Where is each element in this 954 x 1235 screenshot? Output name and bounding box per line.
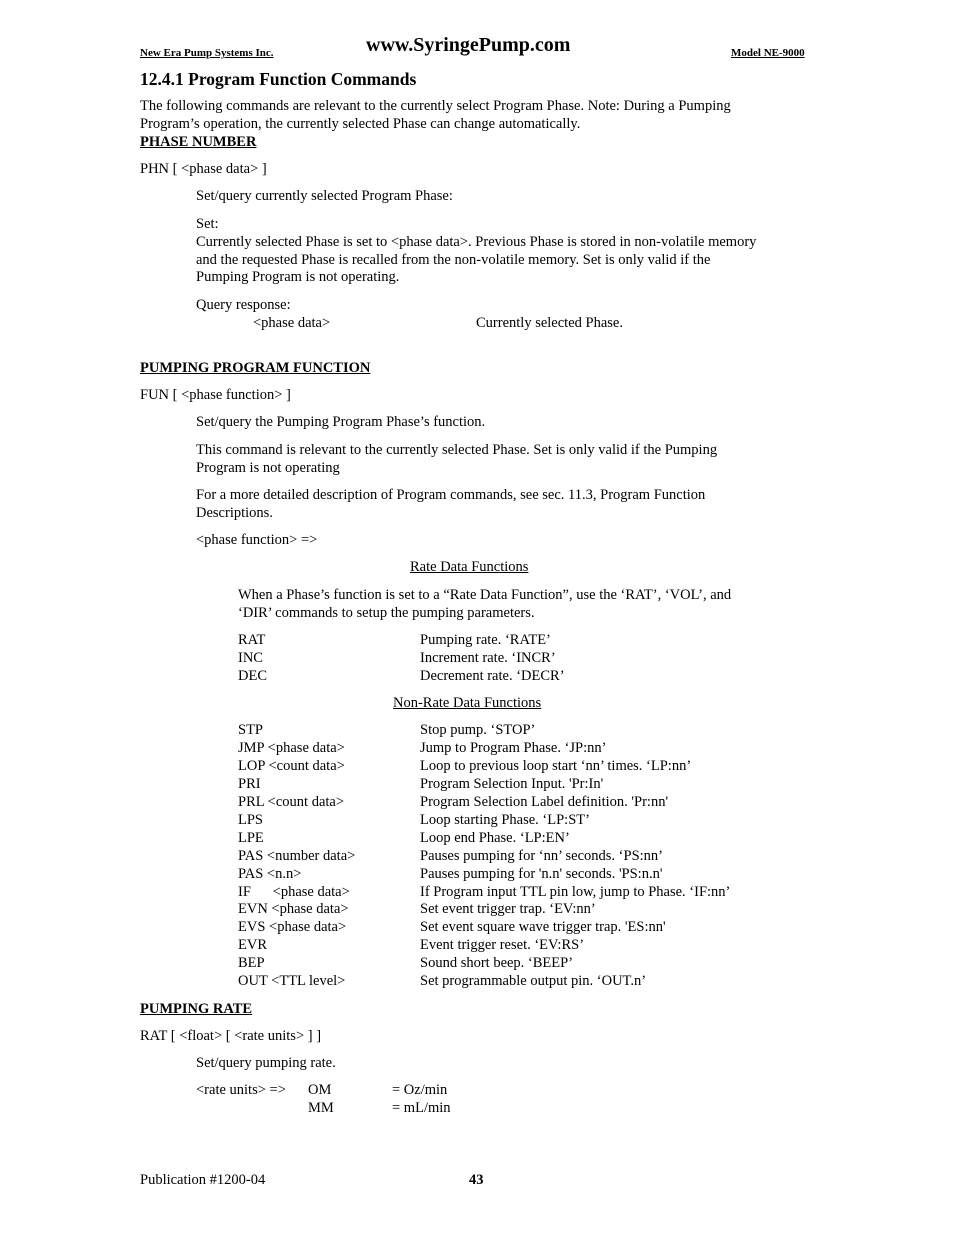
nonrate-desc: Set event square wave trigger trap. 'ES:nn' bbox=[420, 919, 666, 935]
nonrate-cmd: EVR bbox=[238, 937, 267, 953]
phn-query-param: <phase data> bbox=[253, 315, 331, 331]
phn-query-label: Query response: bbox=[196, 297, 291, 313]
phn-desc: Set/query currently selected Program Phase: bbox=[196, 188, 453, 204]
fun-desc: Set/query the Pumping Program Phase’s function. bbox=[196, 414, 486, 430]
nonrate-desc: Set event trigger trap. ‘EV:nn’ bbox=[420, 901, 596, 917]
intro-line-2: Program’s operation, the currently selected Phase can change automatically. bbox=[140, 116, 581, 132]
nonrate-desc: Jump to Program Phase. ‘JP:nn’ bbox=[420, 740, 607, 756]
phase-number-heading: PHASE NUMBER bbox=[140, 134, 257, 150]
nonrate-cmd: EVS <phase data> bbox=[238, 919, 347, 935]
pumping-rate-heading: PUMPING RATE bbox=[140, 1001, 253, 1017]
nonrate-cmd: IF <phase data> bbox=[238, 884, 350, 900]
phn-query-desc: Currently selected Phase. bbox=[476, 315, 623, 331]
intro-line-1: The following commands are relevant to the currently select Program Phase. Note: During a Pumping bbox=[140, 98, 731, 114]
rate-desc: Increment rate. ‘INCR’ bbox=[420, 650, 556, 666]
nonrate-cmd: LPE bbox=[238, 830, 264, 846]
rate-unit-desc: = mL/min bbox=[392, 1100, 451, 1116]
nonrate-desc: Loop to previous loop start ‘nn’ times. ‘LP:nn’ bbox=[420, 758, 692, 774]
phn-set-line-2: and the requested Phase is recalled from the non-volatile memory. Set is only valid if the bbox=[196, 252, 711, 268]
ppf-heading: PUMPING PROGRAM FUNCTION bbox=[140, 360, 371, 376]
fun-more-line-1: For a more detailed description of Program commands, see sec. 11.3, Program Function bbox=[196, 487, 706, 503]
rat-arrow: <rate units> => bbox=[196, 1082, 286, 1098]
phn-set-label: Set: bbox=[196, 216, 219, 232]
nonrate-cmd: LPS bbox=[238, 812, 263, 828]
nonrate-desc: If Program input TTL pin low, jump to Phase. ‘IF:nn’ bbox=[420, 884, 731, 900]
nonrate-desc: Loop end Phase. ‘LP:EN’ bbox=[420, 830, 570, 846]
nonrate-desc: Program Selection Label definition. 'Pr:nn' bbox=[420, 794, 669, 810]
rate-cmd: INC bbox=[238, 650, 263, 666]
rate-cmd: DEC bbox=[238, 668, 267, 684]
header-model: Model NE-9000 bbox=[731, 47, 805, 59]
fun-rel-line-2: Program is not operating bbox=[196, 460, 340, 476]
nonrate-cmd: EVN <phase data> bbox=[238, 901, 349, 917]
nonrate-cmd: PAS <number data> bbox=[238, 848, 356, 864]
rate-unit-code: MM bbox=[308, 1100, 334, 1116]
header-website: www.SyringePump.com bbox=[366, 34, 571, 56]
nonrate-cmd: BEP bbox=[238, 955, 265, 971]
rat-desc: Set/query pumping rate. bbox=[196, 1055, 336, 1071]
footer-publication: Publication #1200-04 bbox=[140, 1172, 266, 1188]
phn-syntax: PHN [ <phase data> ] bbox=[140, 161, 267, 177]
nonrate-functions-title: Non-Rate Data Functions bbox=[393, 695, 542, 711]
phn-set-line-1: Currently selected Phase is set to <phase data>. Previous Phase is stored in non-volatile memory bbox=[196, 234, 757, 250]
page-number: 43 bbox=[469, 1172, 484, 1188]
rate-functions-title: Rate Data Functions bbox=[410, 559, 529, 575]
rate-unit-code: OM bbox=[308, 1082, 332, 1098]
phn-set-line-3: Pumping Program is not operating. bbox=[196, 269, 400, 285]
rat-syntax: RAT [ <float> [ <rate units> ] ] bbox=[140, 1028, 322, 1044]
nonrate-desc: Loop starting Phase. ‘LP:ST’ bbox=[420, 812, 590, 828]
rate-desc: Pumping rate. ‘RATE’ bbox=[420, 632, 551, 648]
header-company: New Era Pump Systems Inc. bbox=[140, 47, 274, 59]
nonrate-desc: Set programmable output pin. ‘OUT.n’ bbox=[420, 973, 647, 989]
nonrate-desc: Event trigger reset. ‘EV:RS’ bbox=[420, 937, 585, 953]
nonrate-cmd: PRL <count data> bbox=[238, 794, 345, 810]
nonrate-desc: Stop pump. ‘STOP’ bbox=[420, 722, 536, 738]
nonrate-cmd: JMP <phase data> bbox=[238, 740, 345, 756]
nonrate-desc: Pauses pumping for ‘nn’ seconds. ‘PS:nn’ bbox=[420, 848, 663, 864]
nonrate-desc: Program Selection Input. 'Pr:In' bbox=[420, 776, 604, 792]
rate-unit-desc: = Oz/min bbox=[392, 1082, 448, 1098]
rate-note-line-1: When a Phase’s function is set to a “Rate Data Function”, use the ‘RAT’, ‘VOL’, and bbox=[238, 587, 732, 603]
rate-note-line-2: ‘DIR’ commands to setup the pumping parameters. bbox=[238, 605, 535, 621]
fun-syntax: FUN [ <phase function> ] bbox=[140, 387, 291, 403]
nonrate-desc: Pauses pumping for 'n.n' seconds. 'PS:n.n' bbox=[420, 866, 663, 882]
nonrate-cmd: PRI bbox=[238, 776, 261, 792]
nonrate-cmd: OUT <TTL level> bbox=[238, 973, 346, 989]
nonrate-cmd: STP bbox=[238, 722, 263, 738]
nonrate-cmd: PAS <n.n> bbox=[238, 866, 302, 882]
fun-rel-line-1: This command is relevant to the currently selected Phase. Set is only valid if the Pumping bbox=[196, 442, 718, 458]
fun-arrow: <phase function> => bbox=[196, 532, 318, 548]
nonrate-desc: Sound short beep. ‘BEEP’ bbox=[420, 955, 574, 971]
rate-desc: Decrement rate. ‘DECR’ bbox=[420, 668, 565, 684]
nonrate-cmd: LOP <count data> bbox=[238, 758, 345, 774]
fun-more-line-2: Descriptions. bbox=[196, 505, 273, 521]
rate-cmd: RAT bbox=[238, 632, 266, 648]
section-title: 12.4.1 Program Function Commands bbox=[140, 69, 417, 89]
